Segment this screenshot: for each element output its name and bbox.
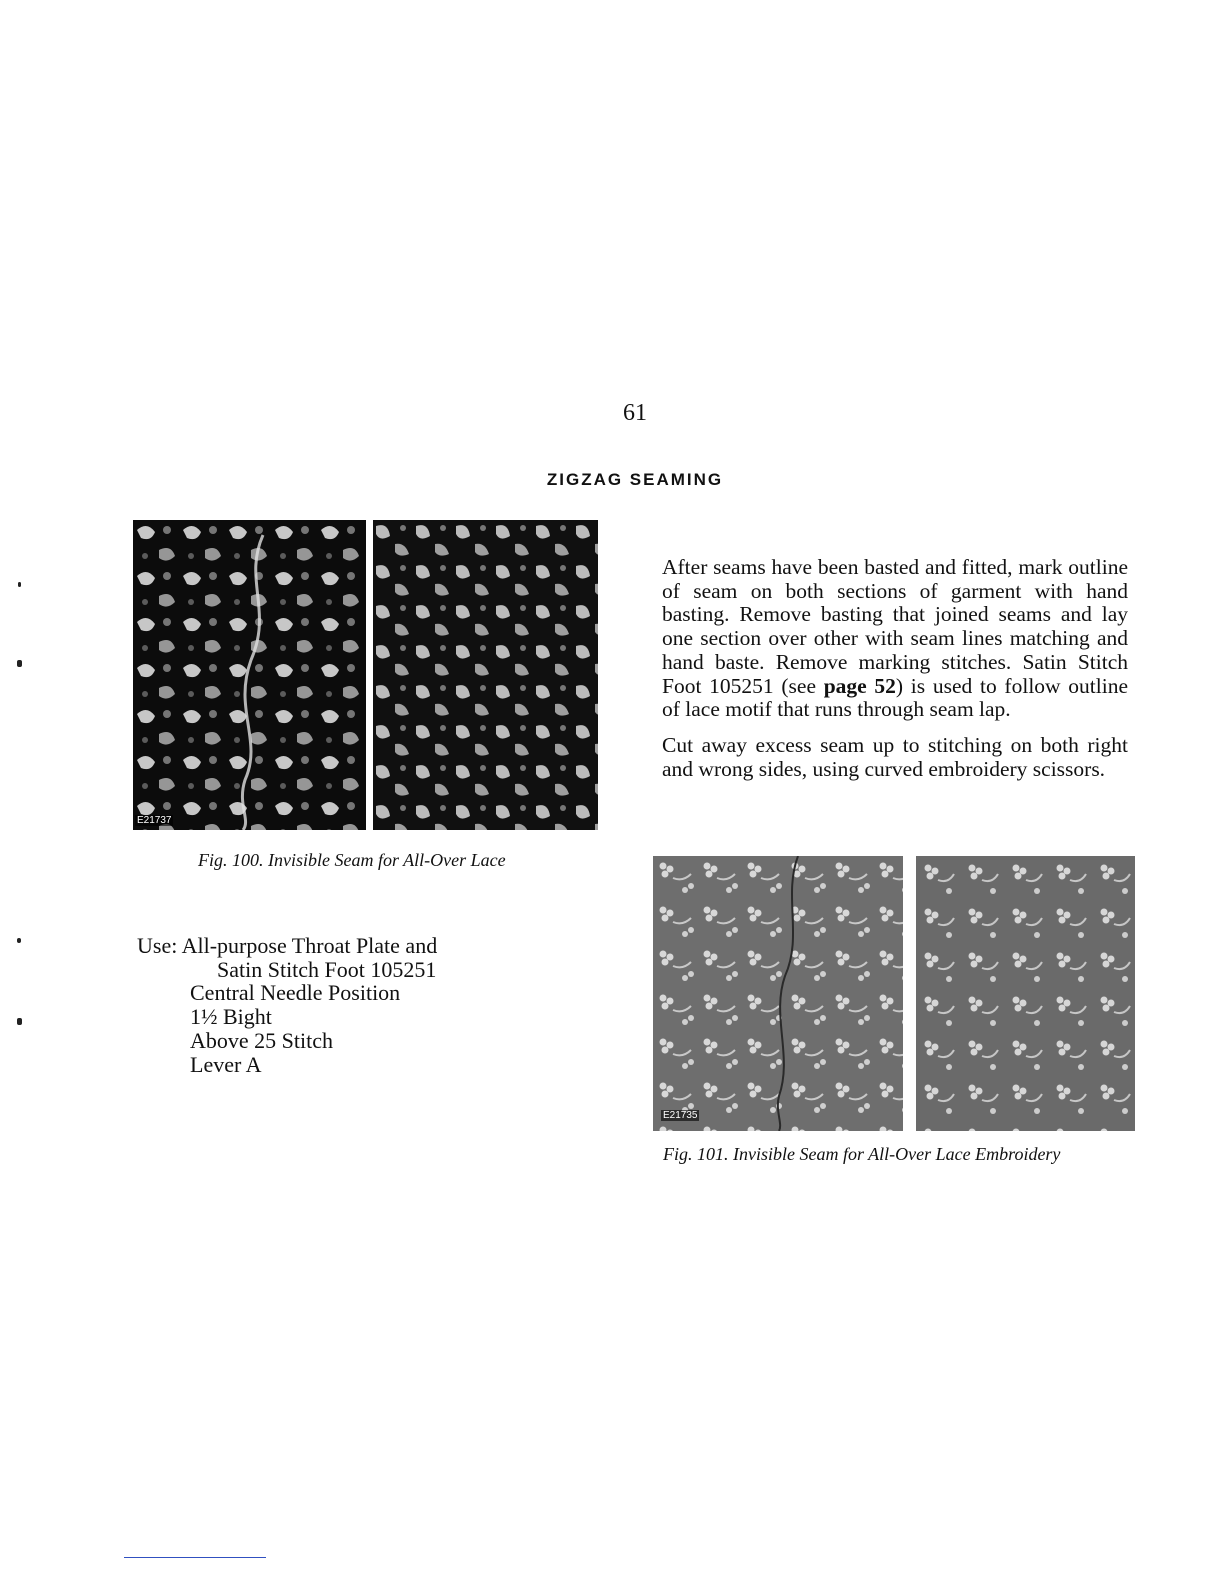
paragraph-1-text-end: ) is used to follow outline of lace motif that runs through seam lap. (662, 673, 1128, 722)
paragraph-1-text: After seams have been basted and fitted, mark outline of seam on both sections of garment with hand basting. Remove basting that joined seams and lay one section over other with seam lines matching and hand baste. Remove marking stitches. Satin Stitch Foot 105251 (see (662, 555, 1128, 698)
margin-speck (17, 1018, 22, 1025)
margin-speck (17, 938, 21, 943)
section-title: ZIGZAG SEAMING (546, 470, 724, 489)
paragraph-1 (662, 556, 1128, 722)
fig100-right-photo (373, 520, 598, 830)
fig101-right-photo (916, 856, 1135, 1131)
margin-speck (17, 660, 22, 667)
use-line-3: Central Needle Position (190, 980, 401, 1006)
body-text (662, 556, 1128, 793)
use-line-4: 1½ Bight (190, 1004, 272, 1030)
margin-speck (18, 582, 21, 587)
use-line-2: Satin Stitch Foot 105251 (217, 956, 437, 982)
use-line-6: Lever A (190, 1051, 262, 1077)
footnote-rule (124, 1557, 266, 1558)
use-line-1: Use: All-purpose Throat Plate and (137, 933, 438, 958)
fig100-code: E21737 (137, 815, 172, 826)
fig101-caption: Fig. 101. Invisible Seam for All-Over Lace Embroidery (663, 1144, 1061, 1164)
fig101-left-photo (653, 856, 903, 1131)
fig100-caption: Fig. 100. Invisible Seam for All-Over Lace (198, 850, 506, 870)
use-line-5: Above 25 Stitch (190, 1027, 333, 1053)
page-reference: page 52 (823, 673, 896, 698)
paragraph-2: Cut away excess seam up to stitching on both right and wrong sides, using curved embroidery scissors. (662, 732, 1128, 781)
fig101-code: E21735 (663, 1110, 698, 1121)
use-settings (137, 934, 437, 1076)
fig100-left-photo (133, 520, 366, 830)
page-number: 61 (623, 400, 647, 426)
